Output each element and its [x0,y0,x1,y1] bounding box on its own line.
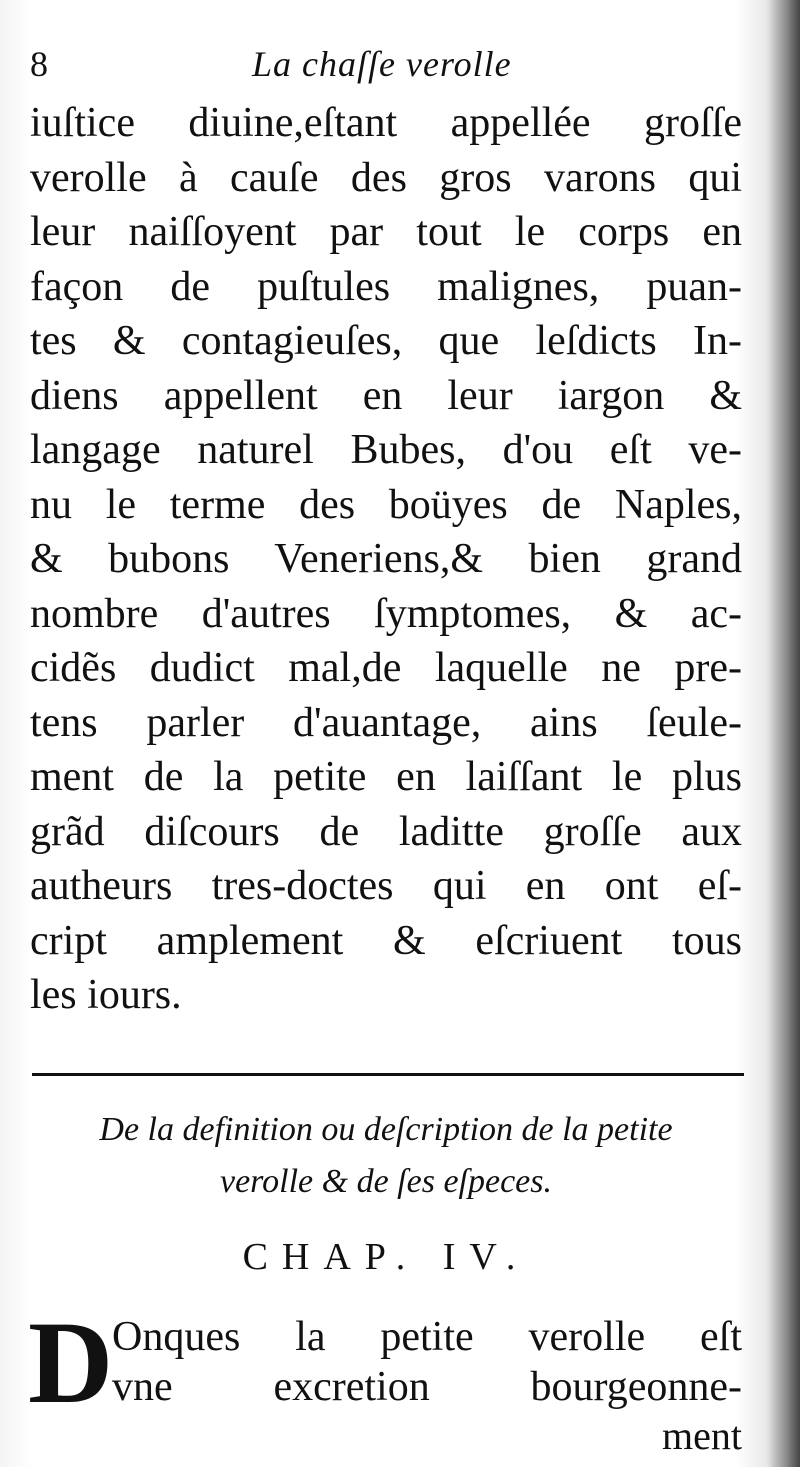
text-line: verolle à cauſe des gros varons qui [30,154,742,201]
text-line: cidẽs dudict mal,de laquelle ne pre- [30,645,742,691]
drop-cap: D [28,1297,114,1428]
page-header [22,40,762,90]
text-line: nu le terme des boüyes de Naples, [30,481,742,528]
text-line: autheurs tres-doctes qui en ont eſ- [30,863,742,909]
text-line: & bubons Veneriens,& bien grand [30,536,742,582]
section-divider-rule [32,1073,744,1076]
body-paragraph [30,96,742,1023]
text-line: diens appellent en leur iargon & [30,372,742,419]
text-line: vne excretion bourgeonne- [112,1364,742,1410]
text-line: tes & contagieuſes, que leſdicts In- [30,318,742,364]
chapter-heading: CHAP. IV. [242,1236,530,1278]
text-line: ment de la petite en laiſſant le plus [30,754,742,800]
text-line: grãd diſcours de laditte groſſe aux [30,808,742,855]
text-line: Onques la petite verolle eſt [112,1314,742,1360]
text-line: langage naturel Bubes, d'ou eſt ve- [30,427,742,473]
catchword: ment [662,1413,742,1458]
text-line: tens parler d'auantage, ains ſeule- [30,699,742,746]
chapter-paragraph [112,1312,742,1412]
text-line: façon de puſtules malignes, puan- [30,263,742,310]
section-title-line: De la definition ou deſcription de la petite [99,1111,673,1148]
section-title-line: verolle & de ſes eſpeces. [220,1163,552,1200]
text-line: cript amplement & eſcriuent tous [30,917,742,964]
text-line: iuſtice diuine,eſtant appellée groſſe [30,100,742,146]
text-line: leur naiſſoyent par tout le corps en [30,209,742,255]
running-head: La chaſſe verolle [252,44,512,84]
page-number: 8 [30,44,48,84]
section-title [30,1104,742,1208]
page-gutter-shadow [766,0,800,1467]
text-line: nombre d'autres ſymptomes, & ac- [30,590,742,637]
text-line: les iours. [30,972,182,1018]
